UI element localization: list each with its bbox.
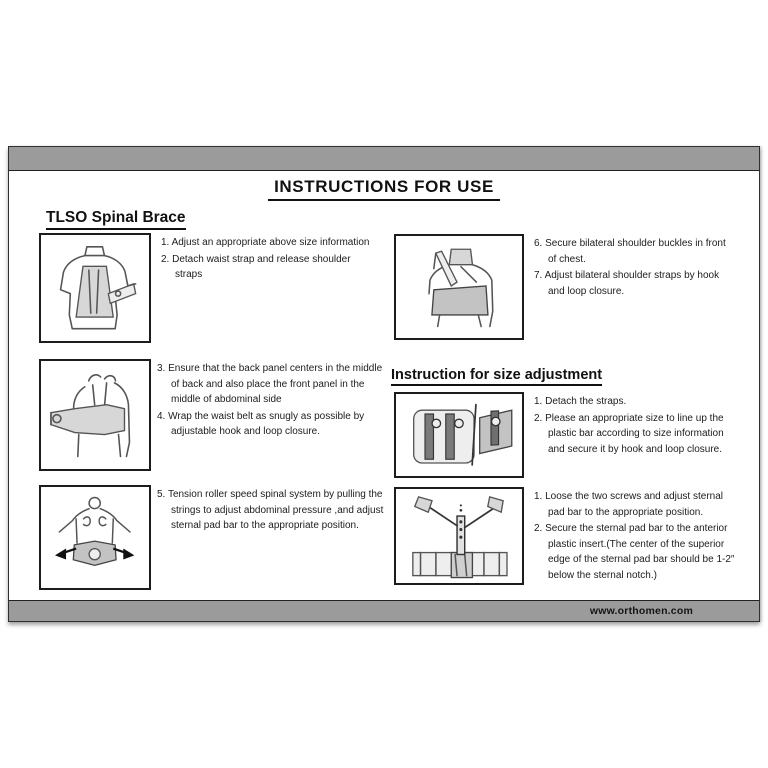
page-title-text: INSTRUCTIONS FOR USE [268,177,500,201]
plastic-bar-closeup-illustration [394,392,524,478]
instruction-sheet [8,146,760,622]
steps-group-4 [534,236,736,300]
section-heading-size-adjustment: Instruction for size adjustment [391,367,602,386]
shoulder-straps-back-illustration [394,234,524,340]
bottom-gray-bar [9,600,759,621]
top-gray-bar [9,147,759,171]
pull-strings-illustration [39,485,151,590]
pull-strings-icon [45,491,144,584]
step: 6. Secure bilateral shoulder buckles in front of chest. [534,238,726,265]
wrap-waist-belt-illustration [39,359,151,471]
steps-group-2 [157,361,385,441]
plastic-bar-closeup-icon [401,397,517,472]
step: 3. Ensure that the back panel centers in the middle of back and also place the front panel in the middle of abdominal side [157,363,383,405]
step: 1. Detach the straps. [534,396,627,407]
footer-website-url: www.orthomen.com [589,605,693,617]
step: 1. Adjust an appropriate above size information [161,237,370,248]
brace-back-view-illustration [39,233,151,343]
steps-group-6 [534,489,740,584]
sternal-pad-adjust-illustration [394,487,524,585]
step: 7. Adjust bilateral shoulder straps by hook and loop closure. [534,270,720,297]
steps-group-1 [161,235,373,284]
steps-group-5 [534,394,740,458]
step: 2. Secure the sternal pad bar to the anterior plastic insert.(The center of the superior edge of the sternal pad bar should be 1-2″ below the sternal notch.) [534,523,735,581]
step: 1. Loose the two screws and adjust sternal pad bar to the appropriate position. [534,491,723,518]
step: 2. Detach waist strap and release shoulder straps [161,253,351,280]
wrap-waist-belt-icon [45,365,144,464]
step: 4. Wrap the waist belt as snugly as possible by adjustable hook and loop closure. [157,410,365,437]
brace-back-view-icon [45,239,144,337]
step: 5. Tension roller speed spinal system by pulling the strings to adjust abdominal pressure ,and adjust sternal pad bar to the appropriate position. [157,489,384,531]
page-title [9,177,759,201]
steps-group-3 [157,487,385,535]
shoulder-straps-back-icon [401,240,517,334]
section-heading-brace: TLSO Spinal Brace [46,209,186,230]
sternal-pad-adjust-icon [401,493,517,579]
step: 2. Please an appropriate size to line up the plastic bar according to size information and secure it by hook and loop closure. [534,412,724,455]
